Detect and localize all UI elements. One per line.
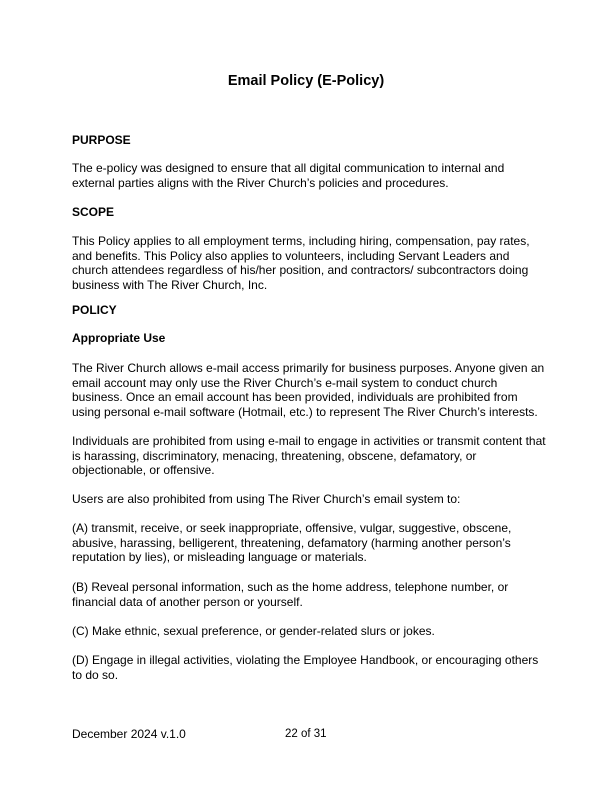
scope-paragraph: This Policy applies to all employment terms, including hiring, compensation, pay rates, and benefits. This Policy also applies to volunteers, including Servant Leaders and church attendees regardless of his/her position, and contractors/ subcontractors doing business with The River Church, Inc.: [72, 234, 530, 292]
purpose-heading: PURPOSE: [72, 133, 131, 147]
body-paragraph-users: Users are also prohibited from using The River Church’s email system to:: [72, 492, 461, 506]
purpose-paragraph: The e-policy was designed to ensure that all digital communication to internal and external parties aligns with the River Church’s policies and procedures.: [72, 161, 505, 190]
page-title: Email Policy (E-Policy): [227, 73, 385, 89]
policy-heading: POLICY: [72, 303, 117, 317]
list-item-a: (A) transmit, receive, or seek inappropriate, offensive, vulgar, suggestive, obscene, abusive, harassing, belligerent, threatening, defamatory (harming another person’s reputation by lies), or misleading language or materials.: [72, 521, 512, 565]
appropriate-use-heading: Appropriate Use: [72, 331, 166, 345]
footer-version: December 2024 v.1.0: [72, 727, 186, 741]
list-item-d: (D) Engage in illegal activities, violating the Employee Handbook, or encouraging others to do so.: [72, 653, 539, 682]
list-item-b: (B) Reveal personal information, such as the home address, telephone number, or financial data of another person or yourself.: [72, 580, 509, 609]
body-paragraph-usage: The River Church allows e-mail access primarily for business purposes. Anyone given an email account may only use the River Church’s e-mail system to conduct church business. Once an email account has been provided, individuals are prohibited from using personal e-mail software (Hotmail, etc.) to represent The River Church’s interests.: [72, 361, 545, 419]
body-paragraph-prohibited: Individuals are prohibited from using e-mail to engage in activities or transmit content that is harassing, discriminatory, menacing, threatening, obscene, defamatory, or objectionable, or offensive.: [72, 434, 546, 478]
footer-page-number: 22 of 31: [285, 728, 327, 740]
list-item-c: (C) Make ethnic, sexual preference, or gender-related slurs or jokes.: [72, 624, 435, 638]
scope-heading: SCOPE: [72, 205, 115, 219]
